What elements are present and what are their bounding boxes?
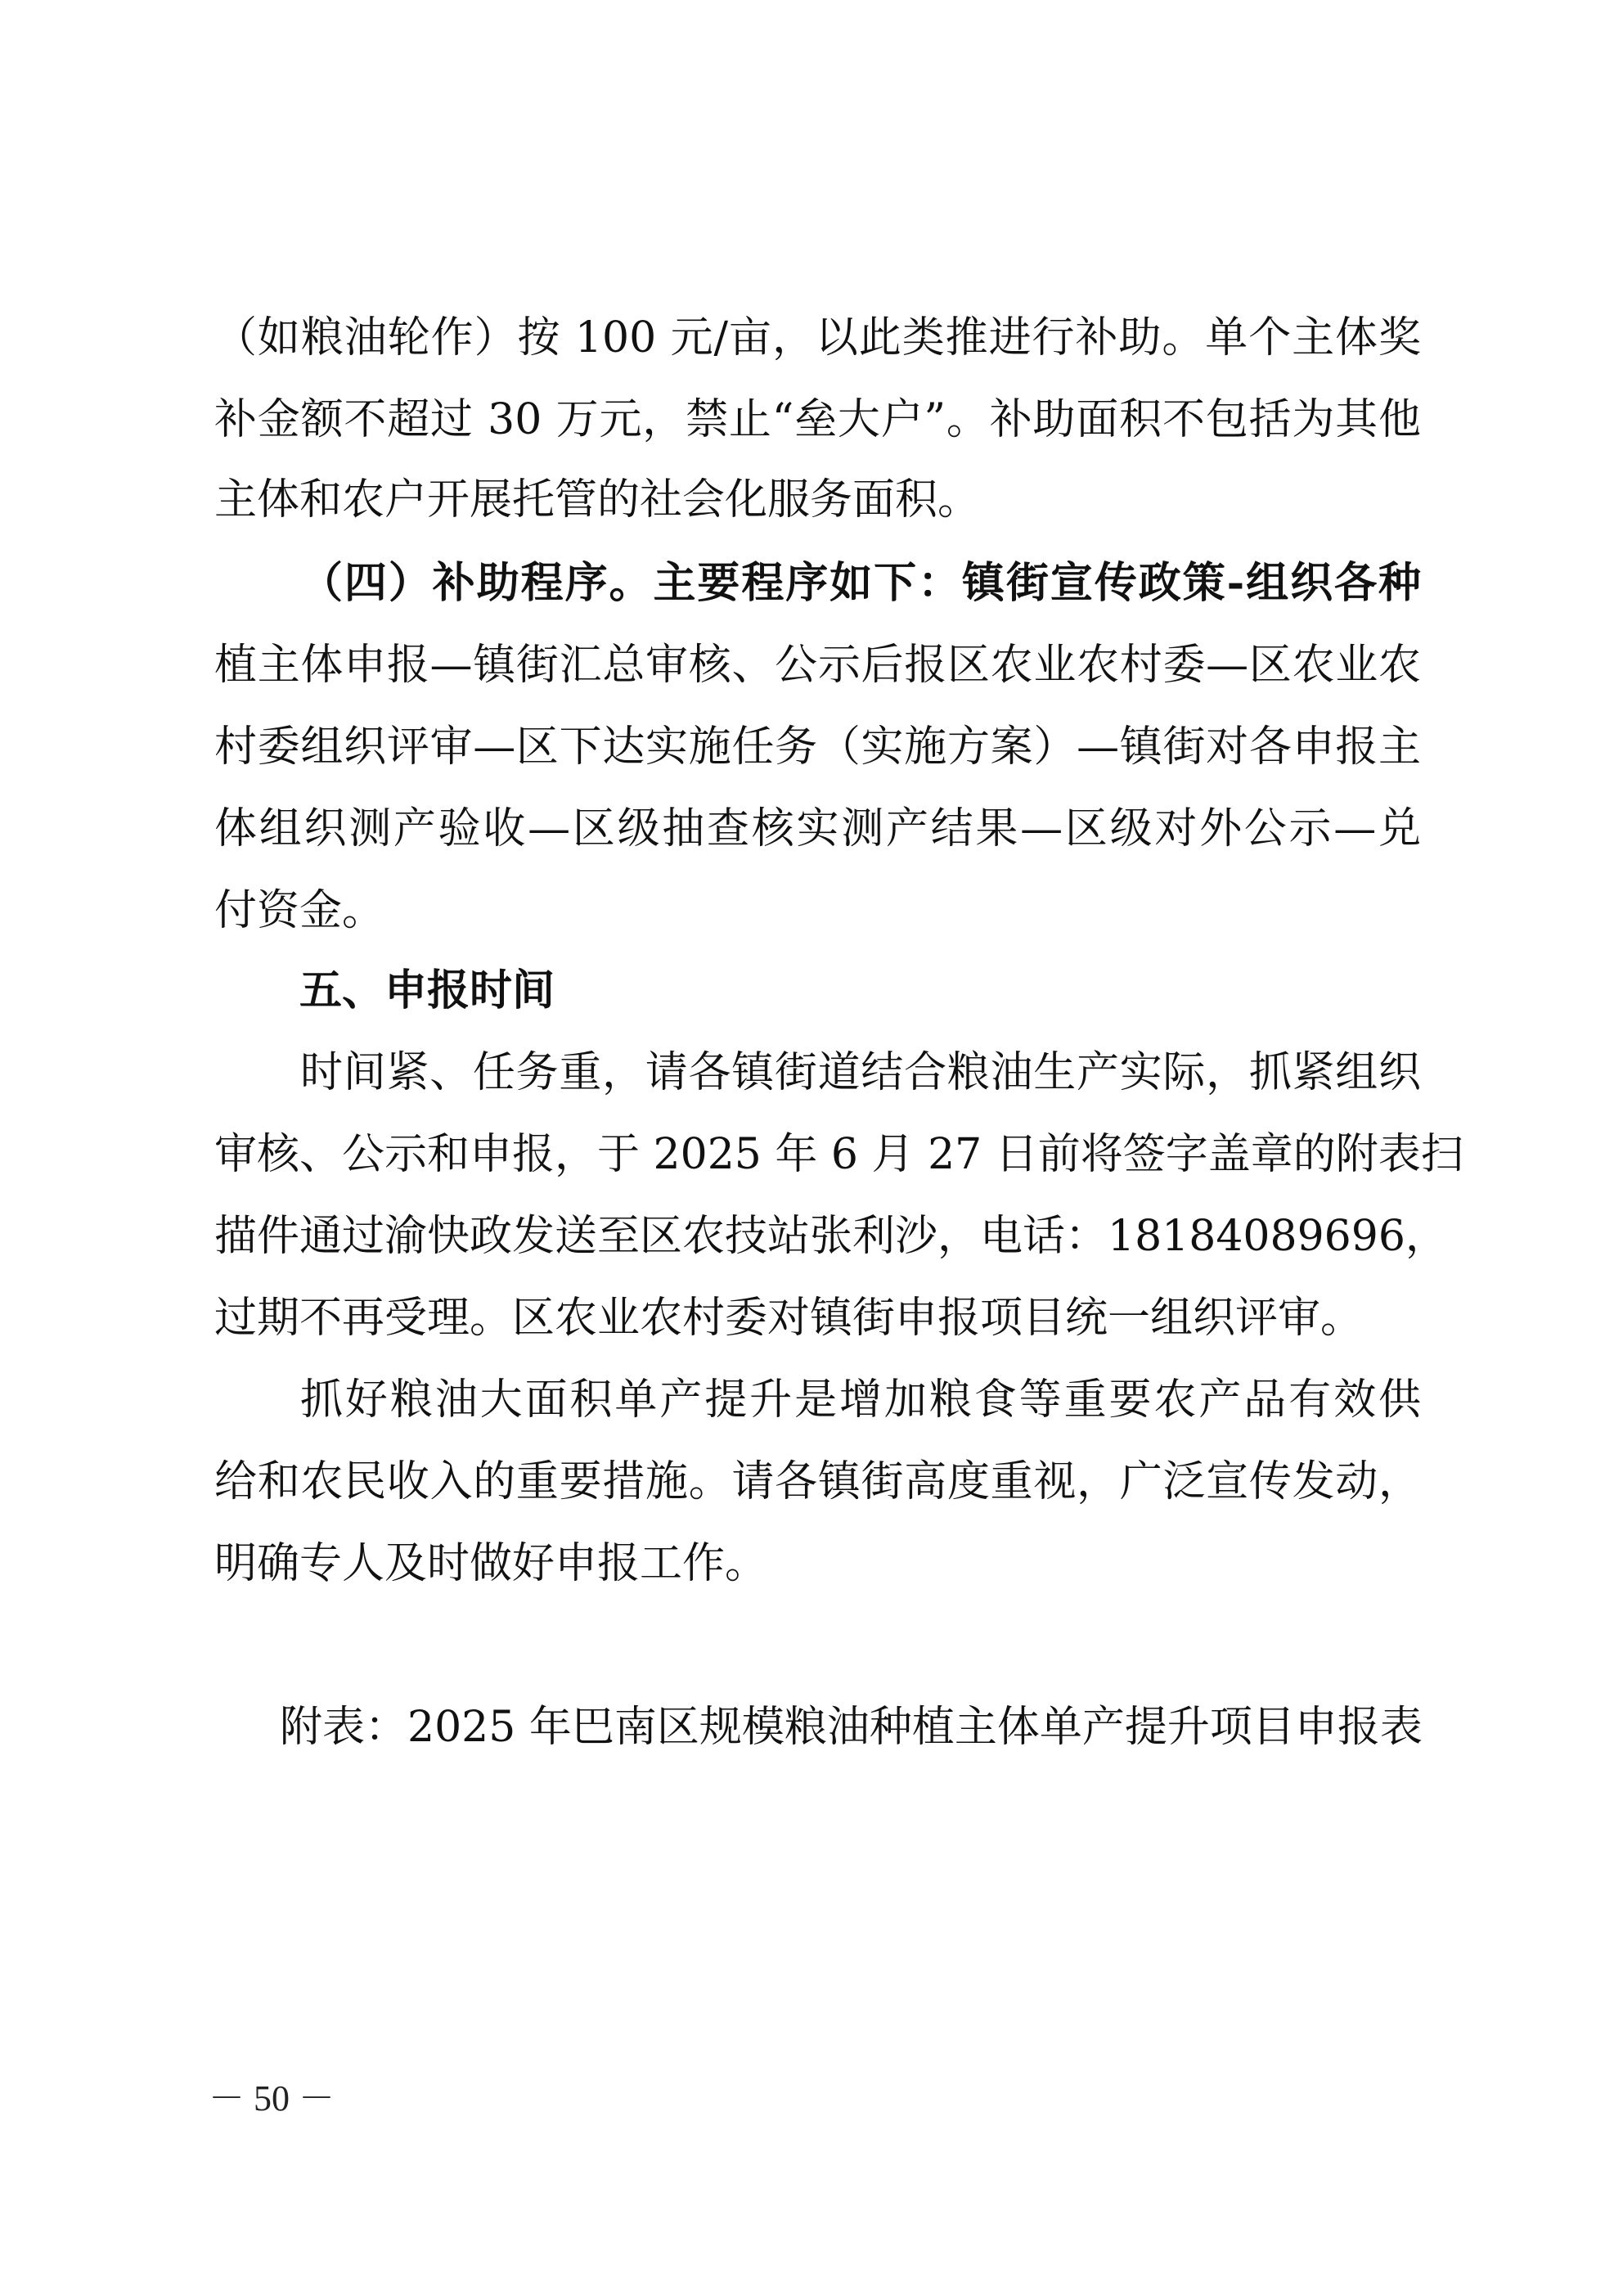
paragraph-line: 描件通过渝快政发送至区农技站张利沙，电话：18184089696， bbox=[214, 1212, 1448, 1261]
attachment-reference: 附表：2025 年巴南区规模粮油种植主体单产提升项目申报表 bbox=[280, 1703, 1423, 1752]
paragraph-line: 植主体申报—镇街汇总审核、公示后报区农业农村委—区农业农 bbox=[214, 641, 1421, 690]
paragraph-line: 主体和农户开展托管的社会化服务面积。 bbox=[214, 475, 981, 524]
paragraph-line: 明确专人及时做好申报工作。 bbox=[214, 1539, 768, 1588]
subsection-subsidy-procedure: （四）补助程序。主要程序如下：镇街宣传政策-组织各种 bbox=[300, 558, 1421, 608]
paragraph-line: 付资金。 bbox=[214, 886, 385, 935]
paragraph-line: 审核、公示和申报，于 2025 年 6 月 27 日前将签字盖章的附表扫 bbox=[214, 1130, 1463, 1179]
paragraph-line: 村委组织评审—区下达实施任务（实施方案）—镇街对各申报主 bbox=[214, 723, 1421, 772]
paragraph-line: 时间紧、任务重，请各镇街道结合粮油生产实际，抓紧组织 bbox=[300, 1048, 1421, 1097]
page-number: － 50 － bbox=[209, 2078, 335, 2118]
paragraph-line: 给和农民收入的重要措施。请各镇街高度重视，广泛宣传发动， bbox=[214, 1457, 1421, 1506]
paragraph-line: 补金额不超过 30 万元，禁止“垒大户”。补助面积不包括为其他 bbox=[214, 395, 1421, 444]
paragraph-line: （如粮油轮作）按 100 元/亩，以此类推进行补助。单个主体奖 bbox=[214, 313, 1421, 362]
section-heading-application-time: 五、申报时间 bbox=[299, 966, 555, 1015]
paragraph-line: 体组织测产验收—区级抽查核实测产结果—区级对外公示—兑 bbox=[214, 804, 1421, 853]
paragraph-line: 过期不再受理。区农业农村委对镇街申报项目统一组织评审。 bbox=[214, 1294, 1364, 1343]
paragraph-line: 抓好粮油大面积单产提升是增加粮食等重要农产品有效供 bbox=[300, 1375, 1421, 1425]
